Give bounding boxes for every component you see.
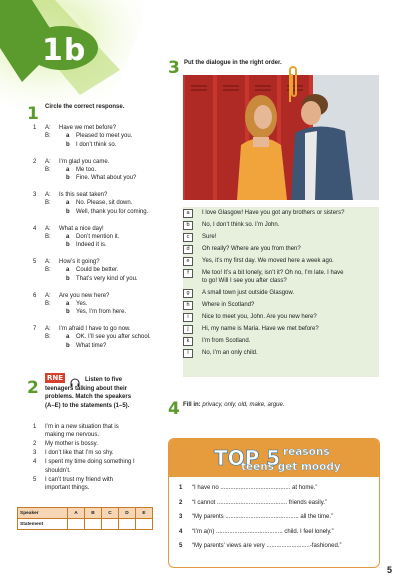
statement-text: I’m in a new situation that is bbox=[45, 424, 119, 430]
statement-number: 1 bbox=[33, 424, 37, 430]
option-a-text[interactable]: Me too. bbox=[76, 166, 97, 173]
unit-label: 1b bbox=[42, 33, 87, 68]
exercise-1-item bbox=[33, 191, 173, 217]
statement-number: 4 bbox=[33, 459, 37, 466]
dialogue-letter-box: e bbox=[183, 257, 193, 266]
exercise-1-number: 1 bbox=[27, 104, 39, 124]
reason-number: 4 bbox=[179, 528, 183, 535]
reason-number: 1 bbox=[179, 485, 183, 491]
option-a-letter: a bbox=[66, 166, 70, 173]
exercise-3-instruction: Put the dialogue in the right order. bbox=[184, 60, 282, 66]
statement-text: I don’t like that I’m so shy. bbox=[45, 450, 114, 457]
speaker-b-label: B: bbox=[45, 300, 51, 307]
dialogue-text: I love Glasgow! Have you got any brothers or sisters? bbox=[202, 210, 345, 216]
dialogue-letter-box: k bbox=[183, 337, 193, 346]
rne-badge: RNE bbox=[46, 374, 64, 382]
table-row-statements bbox=[18, 519, 153, 530]
option-a-text[interactable]: OK. I’ll see you after school. bbox=[76, 334, 151, 341]
fill-in-label: Fill in: bbox=[183, 402, 201, 408]
option-b-letter: b bbox=[66, 275, 70, 282]
option-b-letter: b bbox=[66, 309, 70, 316]
option-b-letter: b bbox=[66, 141, 70, 148]
answer-cell-b[interactable] bbox=[85, 519, 102, 530]
option-a-letter: a bbox=[66, 200, 70, 207]
exercise-1-item bbox=[33, 292, 173, 318]
question-text: I’m glad you came. bbox=[59, 158, 110, 165]
item-number: 6 bbox=[33, 292, 37, 299]
statement-number: 3 bbox=[33, 450, 37, 457]
exercise-1-list bbox=[33, 124, 173, 364]
dialogue-text: I’m from Scotland. bbox=[202, 337, 251, 344]
dialogue-text: A small town just outside Glasgow. bbox=[202, 290, 295, 296]
dialogue-box bbox=[183, 207, 379, 377]
item-number: 1 bbox=[33, 125, 37, 131]
exercise-2-statements bbox=[33, 423, 173, 503]
instruction-line: teenagers talking about their bbox=[45, 385, 128, 392]
dialogue-text: Sure! bbox=[202, 233, 217, 240]
option-b-letter: b bbox=[66, 342, 70, 349]
speaker-b-label: B: bbox=[45, 267, 51, 274]
question-text: Are you new here? bbox=[59, 292, 110, 299]
speaker-a-label: A: bbox=[45, 259, 51, 265]
option-b-letter: b bbox=[66, 175, 70, 182]
reason-text: “My parents’ views are very ..........................-fashioned.” bbox=[192, 543, 342, 549]
answer-cell-a[interactable] bbox=[68, 519, 85, 530]
dialogue-text: Me too! It’s a bit lonely, isn’t it? Oh no, I’m late. I have bbox=[202, 269, 344, 276]
option-b-text[interactable]: Well, thank you for coming. bbox=[76, 208, 149, 215]
speaker-b: B bbox=[85, 508, 102, 519]
dialogue-letter-box: l bbox=[183, 349, 193, 358]
option-a-letter: a bbox=[66, 133, 70, 140]
reason-text: “My parents ............................................ all the time.” bbox=[192, 514, 334, 520]
item-number: 4 bbox=[33, 225, 37, 232]
statement-number: 5 bbox=[33, 476, 37, 483]
dialogue-letter-box: h bbox=[183, 301, 193, 310]
exercise-1-instruction: Circle the correct response. bbox=[45, 104, 125, 110]
option-b-letter: b bbox=[66, 208, 70, 215]
exercise-2-instruction bbox=[45, 376, 175, 410]
dialogue-letter-box: j bbox=[183, 325, 193, 334]
statement-text: making me nervous. bbox=[45, 432, 100, 439]
dialogue-text: to go! Will I see you after class? bbox=[202, 278, 287, 285]
exercise-1-item bbox=[33, 325, 173, 351]
speaker-b-label: B: bbox=[45, 233, 51, 240]
speaker-a-label: A: bbox=[45, 192, 51, 198]
statement-number: 2 bbox=[33, 441, 37, 448]
dialogue-letter-box: g bbox=[183, 289, 193, 298]
dialogue-text: Yes, it’s my first day. We moved here a week ago. bbox=[202, 257, 334, 264]
top5-subtitle-2: teens get moody bbox=[241, 461, 341, 473]
option-b-text[interactable]: Indeed it is. bbox=[76, 242, 107, 249]
dialogue-letter-box: b bbox=[183, 221, 193, 230]
instruction-line: (A–E) to the statements (1–5). bbox=[45, 402, 130, 409]
question-text: Have we met before? bbox=[59, 125, 117, 131]
exercise-3-number: 3 bbox=[168, 58, 180, 78]
statement-text: I spent my time doing something I bbox=[45, 459, 135, 466]
option-b-text[interactable]: What time? bbox=[76, 342, 107, 349]
item-number: 7 bbox=[33, 326, 37, 332]
item-number: 5 bbox=[33, 259, 37, 265]
instruction-line: problems. Match the speakers bbox=[45, 394, 132, 401]
speaker-b-label: B: bbox=[45, 133, 51, 140]
speaker-label: Speaker bbox=[18, 508, 68, 519]
exercise-4-instruction bbox=[183, 402, 285, 408]
option-a-letter: a bbox=[66, 300, 70, 307]
option-a-text[interactable]: Yes. bbox=[76, 300, 88, 307]
statement-text: My mother is bossy. bbox=[45, 441, 98, 448]
exercise-1-item bbox=[33, 258, 173, 284]
dialogue-text: Nice to meet you, John. Are you new here? bbox=[202, 313, 317, 320]
statement-text: shouldn’t. bbox=[45, 467, 71, 474]
teens-photo bbox=[183, 75, 379, 200]
dialogue-text: Hi, my name is Maria. Have we met before? bbox=[202, 325, 319, 332]
option-a-text[interactable]: Pleased to meet you. bbox=[76, 133, 133, 140]
speaker-d: D bbox=[119, 508, 136, 519]
top5-box bbox=[168, 438, 380, 568]
statement-text: I can’t trust my friend with bbox=[45, 476, 114, 483]
reasons-list bbox=[169, 485, 379, 565]
option-a-letter: a bbox=[66, 267, 70, 274]
speaker-matching-table bbox=[17, 507, 153, 530]
exercise-4-number: 4 bbox=[168, 399, 180, 419]
reason-text: “I have no .......................................... at home.” bbox=[192, 485, 318, 491]
question-text: Is this seat taken? bbox=[59, 192, 108, 198]
statement-text: important things. bbox=[45, 485, 90, 492]
speaker-a: A bbox=[68, 508, 85, 519]
speaker-a-label: A: bbox=[45, 326, 51, 332]
option-b-text[interactable]: Fine. What about you? bbox=[76, 175, 137, 182]
speaker-c: C bbox=[102, 508, 119, 519]
answer-cell-d[interactable] bbox=[119, 519, 136, 530]
reason-number: 3 bbox=[179, 514, 183, 520]
exercise-1-item bbox=[33, 225, 173, 251]
reason-number: 2 bbox=[179, 499, 183, 506]
fill-in-words: privacy, only, old, make, argue. bbox=[202, 402, 285, 408]
option-b-letter: b bbox=[66, 242, 70, 249]
speaker-b-label: B: bbox=[45, 166, 51, 173]
option-b-text[interactable]: Yes, I’m from here. bbox=[76, 309, 127, 316]
reason-text: “I cannot .......................................... friends easily.” bbox=[192, 499, 327, 506]
exercise-1-item bbox=[33, 158, 173, 184]
question-text: I’m afraid I have to go now. bbox=[59, 326, 131, 332]
table-row-speakers bbox=[18, 508, 153, 519]
page-number: 5 bbox=[386, 565, 392, 575]
exercise-2-number: 2 bbox=[27, 378, 39, 398]
dialogue-letter-box: i bbox=[183, 313, 193, 322]
speaker-b-label: B: bbox=[45, 200, 51, 207]
dialogue-letter-box: d bbox=[183, 245, 193, 254]
reason-number: 5 bbox=[179, 543, 183, 549]
instruction-line: Listen to five bbox=[85, 377, 123, 383]
speaker-a-label: A: bbox=[45, 292, 51, 299]
option-a-letter: a bbox=[66, 233, 70, 240]
paperclip-icon bbox=[286, 64, 300, 109]
speaker-e: E bbox=[136, 508, 153, 519]
dialogue-letter-box: a bbox=[183, 209, 193, 218]
option-a-text[interactable]: No. Please, sit down. bbox=[76, 200, 133, 207]
option-a-letter: a bbox=[66, 334, 70, 341]
top5-title: TOP 5 bbox=[214, 446, 281, 470]
statement-label: Statement bbox=[18, 519, 68, 530]
dialogue-letter-box: c bbox=[183, 233, 193, 242]
dialogue-letter-box: f bbox=[183, 269, 193, 278]
answer-cell-e[interactable] bbox=[136, 519, 153, 530]
speaker-a-label: A: bbox=[45, 125, 51, 131]
exercise-1-item bbox=[33, 124, 173, 150]
item-number: 3 bbox=[33, 192, 37, 198]
question-text: What a nice day! bbox=[59, 225, 104, 232]
speaker-a-label: A: bbox=[45, 225, 51, 232]
top5-subtitle-1: reasons bbox=[283, 446, 330, 458]
dialogue-text: Oh really? Where are you from then? bbox=[202, 245, 301, 252]
option-a-text[interactable]: Could be better. bbox=[76, 267, 119, 274]
dialogue-text: No, I’m an only child. bbox=[202, 349, 258, 356]
option-b-text[interactable]: I don’t think so. bbox=[76, 141, 117, 148]
dialogue-text: Where in Scotland? bbox=[202, 301, 255, 308]
speaker-b-label: B: bbox=[45, 334, 51, 341]
option-a-text[interactable]: Don’t mention it. bbox=[76, 233, 120, 240]
item-number: 2 bbox=[33, 158, 37, 165]
answer-cell-c[interactable] bbox=[102, 519, 119, 530]
speaker-a-label: A: bbox=[45, 158, 51, 165]
option-b-text[interactable]: That’s very kind of you. bbox=[76, 275, 138, 282]
dialogue-text: No, I don’t think so. I’m John. bbox=[202, 221, 280, 228]
question-text: How’s it going? bbox=[59, 259, 100, 265]
reason-text: “I’m a(n) ........................................ child. I feel lonely.” bbox=[192, 528, 334, 535]
